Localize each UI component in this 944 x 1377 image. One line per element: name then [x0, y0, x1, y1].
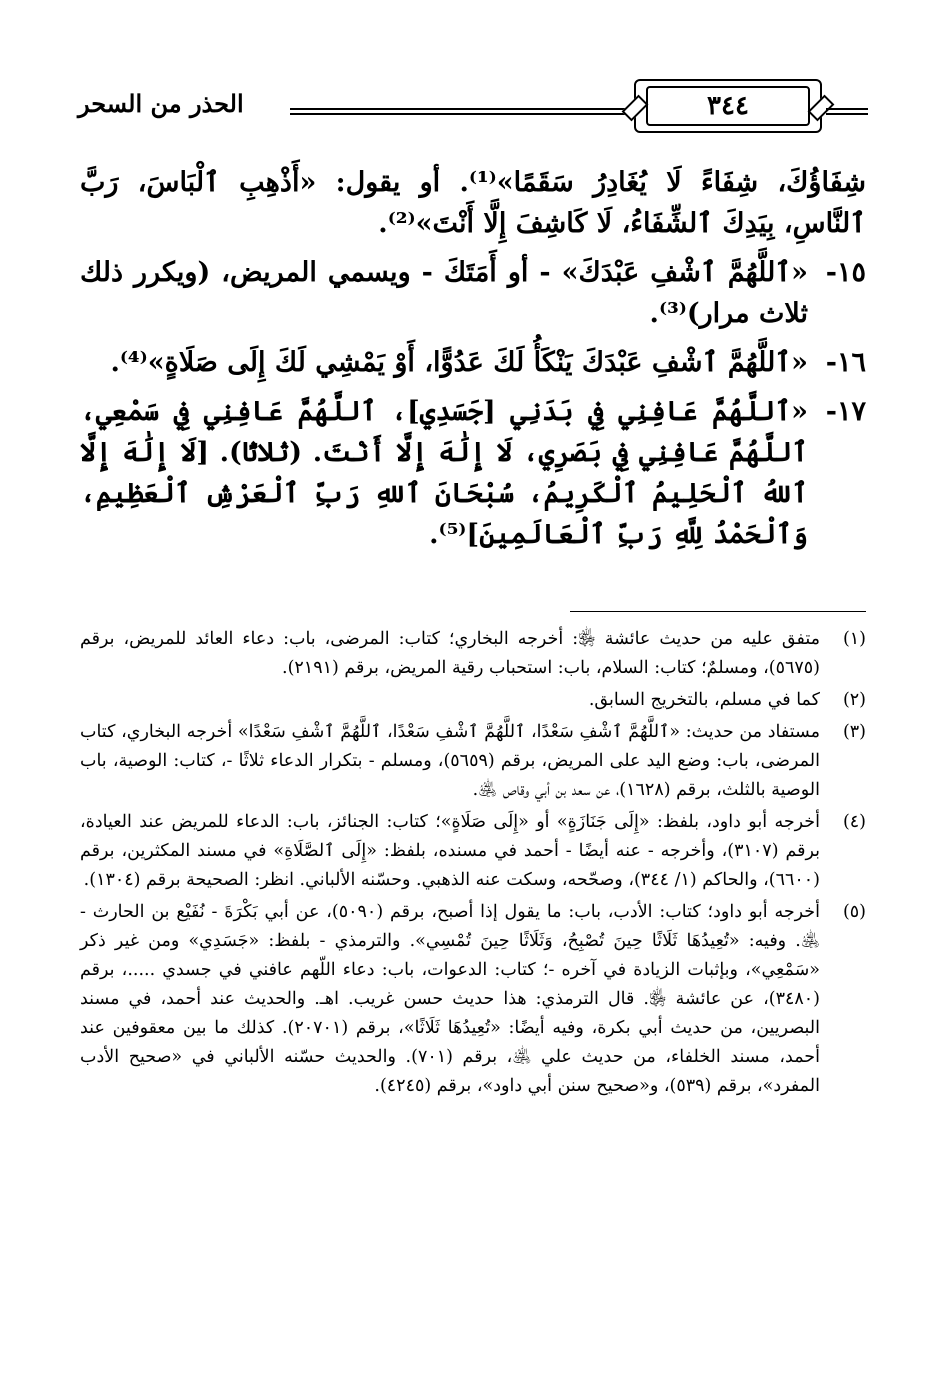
item-text: «ٱللَّهُمَّ ٱشْفِ عَبْدَكَ يَنْكَأُ لَكَ عَدُوًّا، أَوْ يَمْشِي لَكَ إِلَى صَلَاةٍ»⁽⁴⁾.: [110, 347, 808, 378]
book-title: الحذر من السحر: [78, 89, 244, 118]
footnote-number: (١): [842, 629, 866, 649]
footnotes: [80, 625, 866, 1104]
item-text: «ٱللَّهُمَّ ٱشْفِ عَبْدَكَ» - أو أَمَتَكَ - ويسمي المريض، (ويكرر ذلك ثلاث مرار)⁽³⁾.: [80, 257, 808, 329]
footnote-number: (٥): [842, 902, 866, 922]
footnote-5: [80, 898, 866, 1101]
item-text: «ٱللَّهُمَّ عَافِنِي فِي بَدَنِي [جَسَدِي]، ٱللَّهُمَّ عَافِنِي فِي سَمْعِي، ٱللَّهُمَّ عَافِنِي فِي بَصَرِي، لَا إِلَٰهَ إِلَّا أَنْتَ. (ثلاثًا). [لَا إِلَٰهَ إِلَّا ٱللهُ ٱلْحَلِيمُ ٱلْكَرِيمُ، سُبْحَانَ ٱللهِ رَبِّ ٱلْعَرْشِ ٱلْعَظِيمِ، وَٱلْحَمْدُ لِلَّهِ رَبِّ ٱلْعَالَمِينَ]⁽⁵⁾.: [80, 396, 808, 550]
item-number: ١٥-: [825, 257, 866, 288]
header-rule-right: [826, 108, 868, 110]
footnote-number: (٣): [842, 722, 866, 742]
footnote-text: أخرجه أبو داود، بلفظ: «إِلَى جَنَازَةٍ» أو «إِلَى صَلَاةٍ»؛ كتاب: الجنائز، باب: الدعاء للمريض عند العيادة، برقم (٣١٠٧)، وأخرجه - عنه أيضًا - أحمد في مسنده، بلفظ: «إِلَى ٱلصَّلَاةِ» في مسند المكثرين، برقم (٦٦٠٠)، والحاكم (١/ ٣٤٤)، وصحّحه، وسكت عنه الذهبي. وحسّنه الألباني. انظر: الصحيحة برقم (١٣٠٤).: [80, 812, 820, 890]
footnote-separator: [570, 611, 866, 612]
footnote-text: متفق عليه من حديث عائشة ﵂: أخرجه البخاري؛ كتاب: المرضى، باب: دعاء العائد للمريض، برقم (٥٦٧٥)، ومسلمٌ؛ كتاب: السلام، باب: استحباب رقية المريض، برقم (٢١٩١).: [80, 629, 820, 678]
footnote-number: (٢): [842, 690, 866, 710]
item-number: ١٧-: [825, 396, 866, 427]
header-rule-left: [290, 108, 630, 110]
running-header: [78, 75, 868, 135]
frame-ornament-left: [622, 95, 649, 122]
continuation-paragraph: شِفَاؤُكَ، شِفَاءً لَا يُغَادِرُ سَقَمًا»⁽¹⁾. أو يقول: «أَذْهِبِ ٱلْبَاسَ، رَبَّ ٱلنَّاسِ، بِيَدِكَ ٱلشِّفَاءُ، لَا كَاشِفَ إِلَّا أَنْتَ»⁽²⁾.: [80, 167, 866, 239]
footnote-text: كما في مسلم، بالتخريج السابق.: [588, 690, 820, 710]
main-text: [80, 162, 866, 563]
footnote-1: [80, 625, 866, 683]
footnote-4: [80, 808, 866, 895]
item-number: ١٦-: [825, 347, 866, 378]
dua-item-15: [80, 252, 866, 334]
footnote-text: مستفاد من حديث: «ٱللَّهُمَّ ٱشْفِ سَعْدًا، ٱللَّهُمَّ ٱشْفِ سَعْدًا، ٱللَّهُمَّ ٱشْفِ سَعْدًا» أخرجه البخاري، كتاب المرضى، باب: وضع اليد على المريض، برقم (٥٦٥٩)، ومسلم - بتكرار الدعاء ثلاثًا -، كتاب: الوصية، باب الوصية بالثلث، برقم (١٦٢٨)، عن سعد بن أبي وقاص ﵁.: [80, 722, 820, 800]
page-number-frame: [634, 79, 822, 133]
dua-item-16: [80, 342, 866, 383]
footnote-2: [80, 686, 866, 715]
footnote-number: (٤): [842, 812, 866, 832]
page-number: ٣٤٤: [646, 86, 810, 126]
footnote-text: أخرجه أبو داود؛ كتاب: الأدب، باب: ما يقول إذا أصبح، برقم (٥٠٩٠)، عن أبي بَكْرَةَ - نُفَيْع بن الحارث - ﵁. وفيه: «تُعِيدُهَا ثَلَاثًا حِينَ تُصْبِحُ، وَثَلَاثًا حِينَ تُمْسِي». والترمذي - بلفظ: «جَسَدِي» ومن غير ذكر «سَمْعِي»، وبإثبات الزيادة في آخره -؛ كتاب: الدعوات، باب: دعاء اللّهم عافني في جسدي .....، برقم (٣٤٨٠)، عن عائشة ﵂. قال الترمذي: هذا حديث حسن غريب. اهـ. والحديث عند أحمد، في مسند البصريين، من حديث أبي بكرة، وفيه أيضًا: «تُعِيدُهَا ثَلَاثًا»، برقم (٢٠٧٠١). كذلك ما بين معقوفين عند أحمد، مسند الخلفاء، من حديث علي ﵁، برقم (٧٠١). والحديث حسّنه الألباني في «صحيح الأدب المفرد»، برقم (٥٣٩)، و«صحيح سنن أبي داود»، برقم (٤٢٤٥).: [80, 902, 820, 1096]
dua-item-17: [80, 391, 866, 555]
footnote-3: [80, 718, 866, 805]
